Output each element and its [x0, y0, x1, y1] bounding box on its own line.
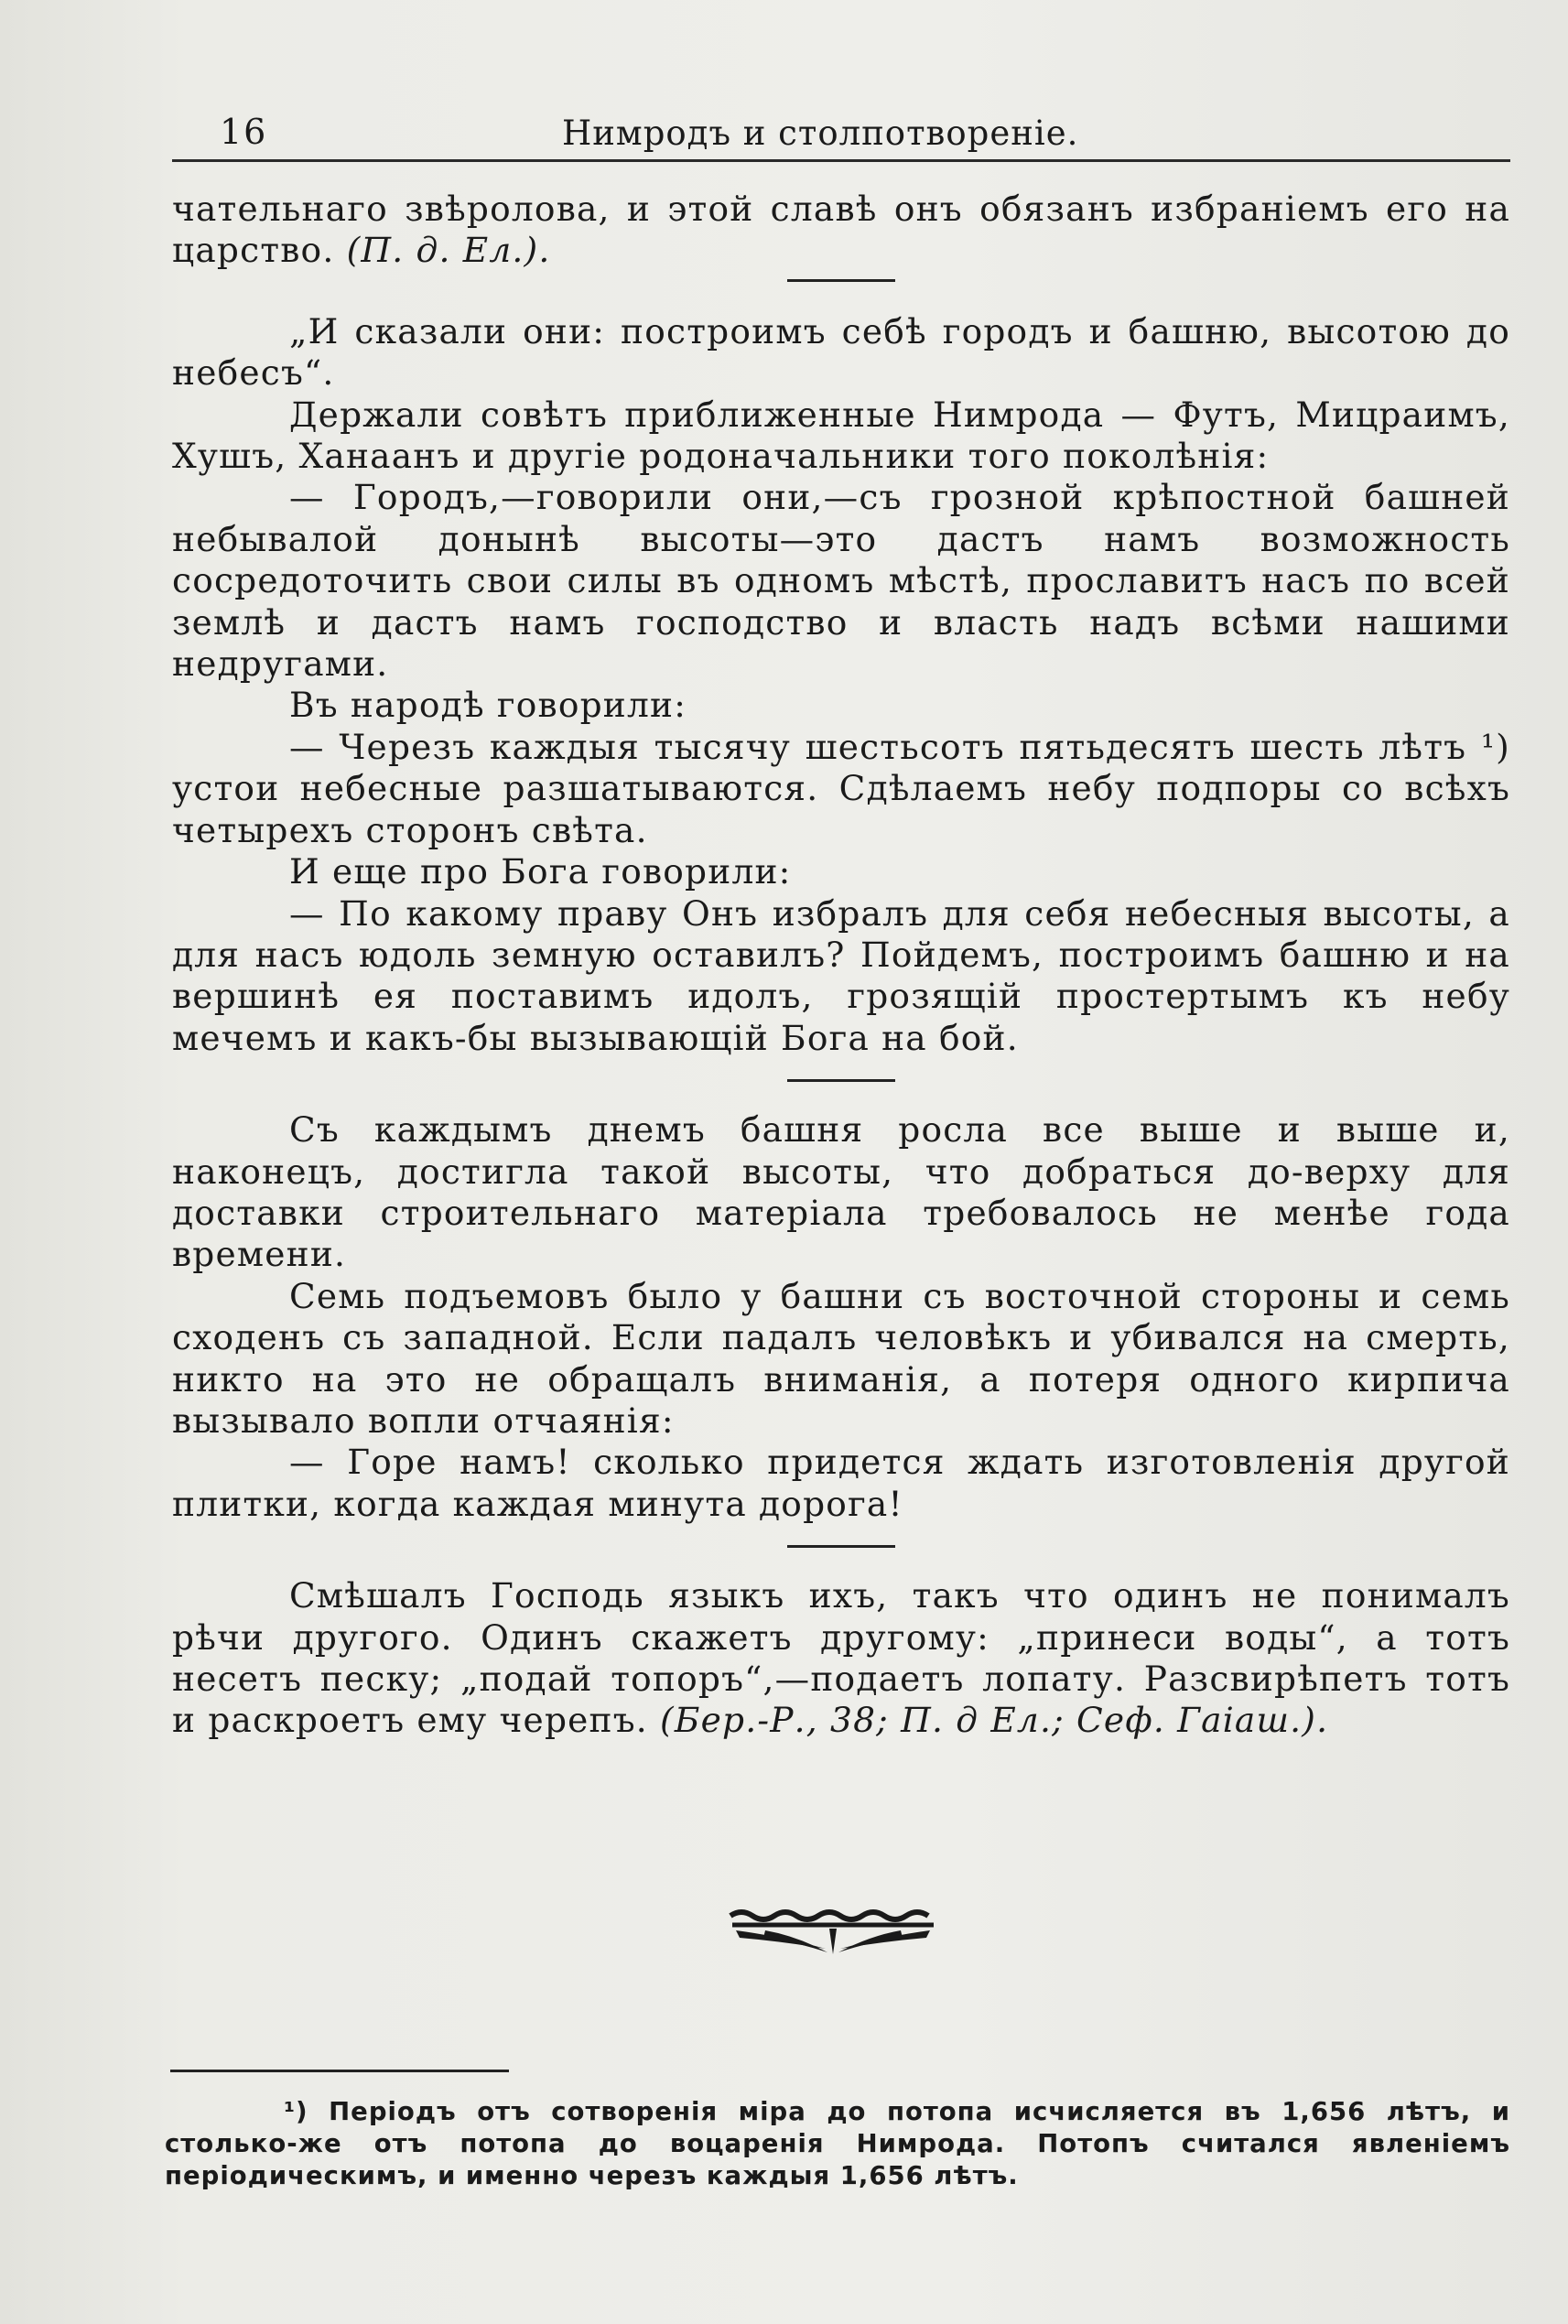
section-separator: [787, 1545, 895, 1548]
paragraph: — По какому праву Онъ избралъ для себя небесныя высоты, а для насъ юдоль земную оставилъ? Пойдемъ, построимъ башню и на вершинѣ ея поставимъ идолъ, грозящій простертымъ къ небу мечемъ и какъ-бы вызывающій Бога на бой.: [172, 892, 1510, 1058]
paragraph: чательнаго звѣролова, и этой славѣ онъ обязанъ избраніемъ его на царство. (П. д. Ел.).: [172, 189, 1510, 271]
paragraph: — Черезъ каждыя тысячу шестьсотъ пятьдесятъ шесть лѣтъ ¹) устои небесные разшатываются. Сдѣлаемъ небу подпоры со всѣхъ четырехъ сторонъ свѣта.: [172, 726, 1510, 850]
paragraph: И еще про Бога говорили:: [289, 851, 792, 892]
paragraph: — Городъ,—говорили они,—съ грозной крѣпостной башней небывалой донынѣ высоты—это дастъ намъ возможность сосредоточить свои силы въ одномъ мѣстѣ, прославитъ насъ по всей землѣ и дастъ намъ господство и власть надъ всѣми нашими недругами.: [172, 477, 1510, 685]
paragraph: Въ народѣ говорили:: [289, 685, 687, 726]
page-header: [172, 108, 1510, 162]
footnote-text: Періодъ отъ сотворенія міра до потопа исчисляется въ 1,656 лѣтъ, и столько-же отъ потопа до воцаренія Нимрода.: [165, 2097, 1510, 2158]
citation: (П. д. Ел.).: [346, 230, 551, 271]
footnote: [165, 2096, 1510, 2192]
running-title: Нимродъ и столпотвореніе.: [562, 113, 1079, 153]
paragraph: Держали совѣтъ приближенные Нимрода — Футъ, Мицраимъ, Хушъ, Ханаанъ и другіе родоначальники того поколѣнія:: [172, 394, 1510, 477]
footnote-reference: ¹): [1480, 726, 1510, 767]
citation: (Бер.-Р., 38; П. д Ел.; Сеф. Гаіаш.).: [660, 1700, 1329, 1741]
decorative-ornament: [723, 1899, 943, 1954]
paragraph: „И сказали они: построимъ себѣ городъ и башню, высотою до небесъ“.: [172, 310, 1510, 394]
page-number: 16: [220, 112, 268, 152]
page-body: [172, 189, 1510, 1742]
paragraph: Съ каждымъ днемъ башня росла все выше и выше и, наконецъ, достигла такой высоты, что добраться до-верху для доставки строительнаго матеріала требовалось не менѣе года времени.: [172, 1109, 1510, 1275]
footnote-text: Потопъ считался явленіемъ періодическимъ, и именно черезъ каждыя 1,656 лѣтъ.: [165, 2129, 1510, 2190]
paragraph: Семь подъемовъ было у башни съ восточной стороны и семь сходенъ съ западной. Если падалъ человѣкъ и убивался на смерть, никто на это не обращалъ вниманія, а потеря одного кирпича вызывало вопли отчаянія:: [172, 1275, 1510, 1441]
footnote-marker: ¹): [284, 2097, 308, 2126]
paragraph: — Горе намъ! сколько придется ждать изготовленія другой плитки, когда каждая минута дорога!: [172, 1442, 1510, 1524]
section-separator: [787, 1079, 895, 1082]
footnote-rule: [170, 2070, 509, 2072]
paragraph: Смѣшалъ Господь языкъ ихъ, такъ что одинъ не понималъ рѣчи другого. Одинъ скажетъ другому: „принеси воды“, а тотъ несетъ песку; „подай топоръ“,—подаетъ лопату. Разсвирѣпетъ тотъ и раскроетъ ему черепъ. (Бер.-Р., 38; П. д Ел.; Сеф. Гаіаш.).: [172, 1575, 1510, 1741]
section-separator: [787, 279, 895, 282]
